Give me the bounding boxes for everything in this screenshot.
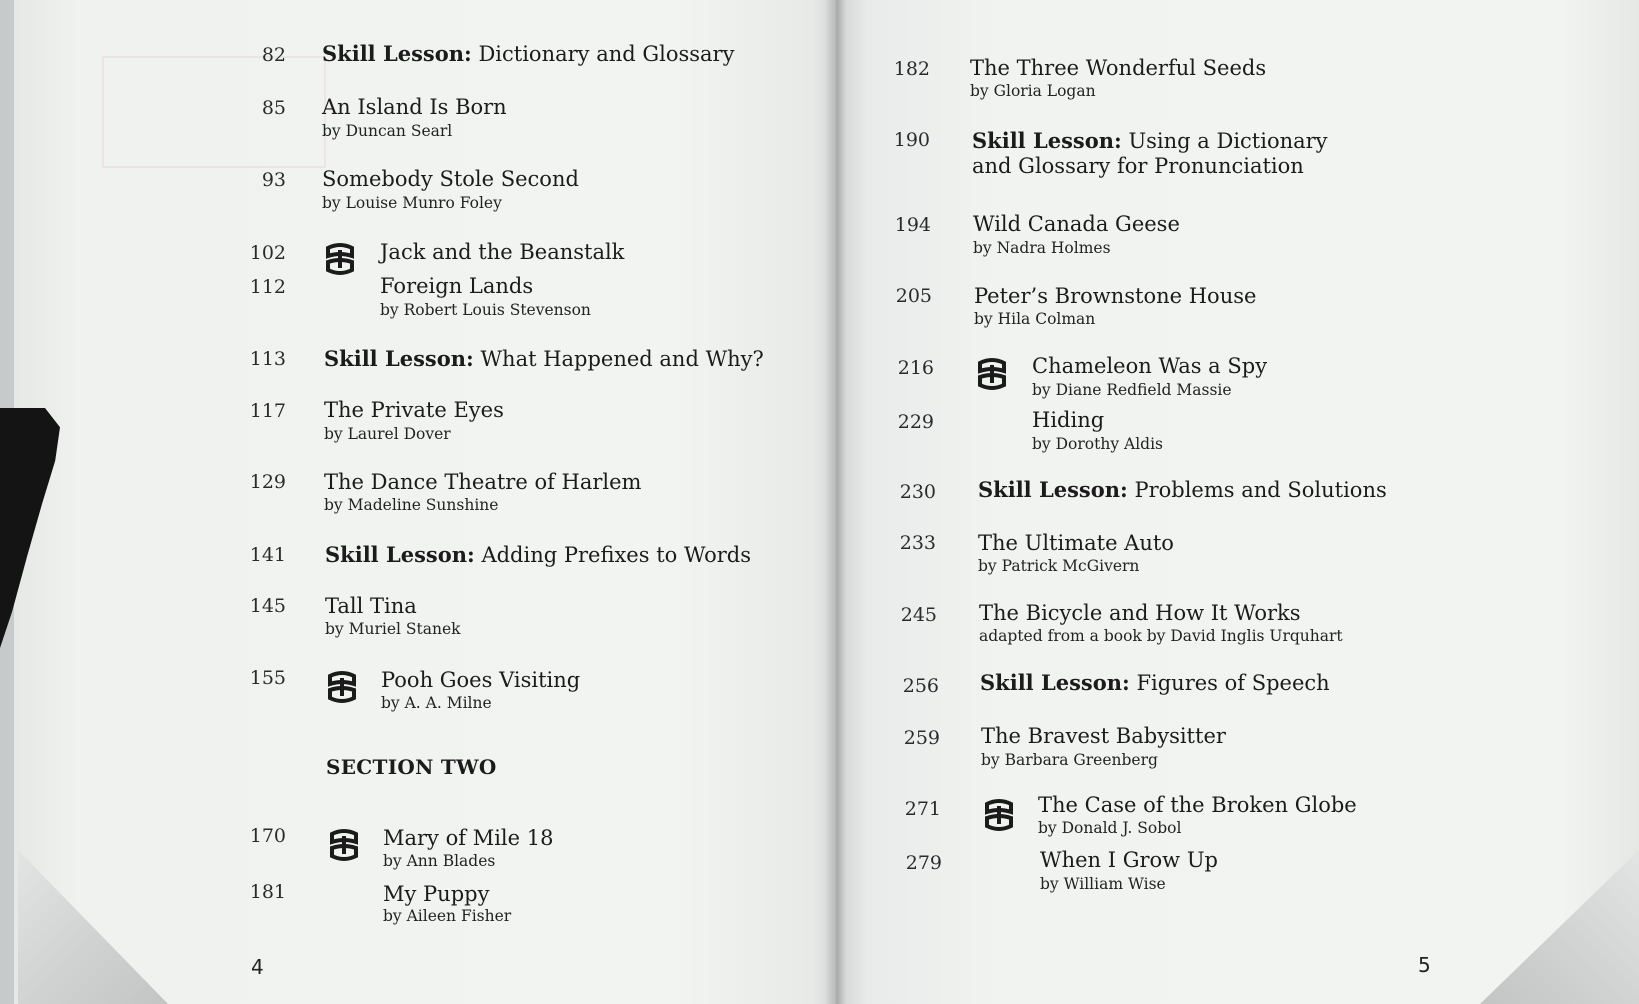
toc-author: by Nadra Holmes [973,239,1111,257]
book-symbol-icon [324,242,356,276]
toc-author: by William Wise [1040,875,1166,893]
toc-page-number: 190 [893,129,930,151]
book-symbol-icon [328,828,360,862]
toc-page-number: 82 [261,44,286,66]
page-number-right: 5 [1418,953,1431,977]
toc-skill-lesson-title [978,478,1387,502]
toc-page-number: 233 [899,532,936,554]
toc-author: by Duncan Searl [322,122,453,140]
toc-page-number: 230 [899,481,936,503]
toc-page-number: 216 [897,357,934,379]
toc-skill-lesson-title [980,671,1330,695]
skill-lesson-topic: Adding Prefixes to Words [481,543,752,567]
toc-author: by Ann Blades [383,852,496,870]
book-symbol-icon [983,798,1015,832]
toc-page-number: 259 [903,727,940,749]
toc-story-title: Jack and the Beanstalk [380,240,625,264]
toc-author: by Laurel Dover [324,425,451,443]
toc-story-title: When I Grow Up [1040,848,1218,872]
toc-author: by Barbara Greenberg [981,751,1158,769]
toc-author: by Donald J. Sobol [1038,819,1182,837]
toc-author: by Muriel Stanek [325,620,461,638]
toc-story-title: Hiding [1032,408,1105,432]
toc-page-number: 182 [893,58,930,80]
toc-story-title: My Puppy [383,882,490,906]
faded-stamp [102,56,326,168]
toc-author: by Louise Munro Foley [322,194,502,212]
toc-page-number: 141 [249,544,286,566]
toc-page-number: 129 [249,471,286,493]
toc-author: by Gloria Logan [970,82,1096,100]
toc-page-number: 279 [905,852,942,874]
skill-lesson-label: Skill Lesson: [322,41,472,66]
skill-lesson-label: Skill Lesson: [972,128,1122,153]
skill-lesson-label: Skill Lesson: [980,670,1130,695]
toc-author: by Dorothy Aldis [1032,435,1163,453]
toc-story-title: Peter’s Brownstone House [974,284,1257,308]
toc-page-number: 245 [900,604,937,626]
page-number-left: 4 [251,955,264,979]
skill-lesson-label: Skill Lesson: [325,542,475,567]
toc-story-title: The Dance Theatre of Harlem [324,470,642,494]
skill-lesson-topic: Problems and Solutions [1134,478,1387,502]
toc-story-title: The Bravest Babysitter [981,724,1226,748]
toc-story-title: The Ultimate Auto [978,531,1174,555]
toc-story-title: An Island Is Born [322,95,507,119]
skill-lesson-topic: Figures of Speech [1136,671,1330,695]
toc-author: by Diane Redfield Massie [1032,381,1232,399]
toc-story-title: The Case of the Broken Globe [1038,793,1357,817]
toc-story-title: Foreign Lands [380,274,534,298]
toc-story-title: The Bicycle and How It Works [979,601,1301,625]
toc-title-continuation: and Glossary for Pronunciation [972,154,1304,178]
toc-author: by Patrick McGivern [978,557,1140,575]
book-symbol-icon [326,670,358,704]
toc-page-number: 113 [249,348,286,370]
toc-story-title: Chameleon Was a Spy [1032,354,1268,378]
toc-page-number: 93 [261,169,286,191]
toc-story-title: Pooh Goes Visiting [381,668,581,692]
toc-story-title: Mary of Mile 18 [383,826,554,850]
book-gutter [826,0,846,1004]
toc-skill-lesson-title [325,543,751,567]
toc-page-number: 102 [249,242,286,264]
toc-story-title: The Three Wonderful Seeds [970,56,1267,80]
toc-story-title: Wild Canada Geese [973,212,1180,236]
toc-story-title: Tall Tina [325,594,417,618]
toc-page-number: 256 [902,675,939,697]
skill-lesson-label: Skill Lesson: [324,346,474,371]
toc-page-number: 205 [895,285,932,307]
toc-page-number: 145 [249,595,286,617]
toc-story-title: Somebody Stole Second [322,167,579,191]
toc-author: by Robert Louis Stevenson [380,301,591,319]
toc-page-number: 194 [894,214,931,236]
skill-lesson-topic: What Happened and Why? [480,347,764,371]
toc-page-number: 117 [249,400,286,422]
toc-author: by A. A. Milne [381,694,492,712]
skill-lesson-topic: Dictionary and Glossary [478,42,735,66]
toc-skill-lesson-title [972,129,1328,153]
toc-page-number: 229 [897,411,934,433]
toc-author: by Hila Colman [974,310,1096,328]
toc-skill-lesson-title [322,42,734,66]
toc-story-title: The Private Eyes [324,398,504,422]
toc-author: by Madeline Sunshine [324,496,499,514]
toc-skill-lesson-title [324,347,764,371]
toc-page-number: 181 [249,881,286,903]
skill-lesson-label: Skill Lesson: [978,477,1128,502]
toc-page-number: 170 [249,825,286,847]
toc-author: by Aileen Fisher [383,907,512,925]
book-symbol-icon [976,357,1008,391]
toc-page-number: 85 [261,97,286,119]
toc-page-number: 271 [904,798,941,820]
toc-author: adapted from a book by David Inglis Urquhart [979,627,1343,645]
toc-page-number: 112 [249,276,286,298]
skill-lesson-topic: Using a Dictionary [1128,129,1328,153]
section-heading: SECTION TWO [326,755,497,779]
toc-page-number: 155 [249,667,286,689]
